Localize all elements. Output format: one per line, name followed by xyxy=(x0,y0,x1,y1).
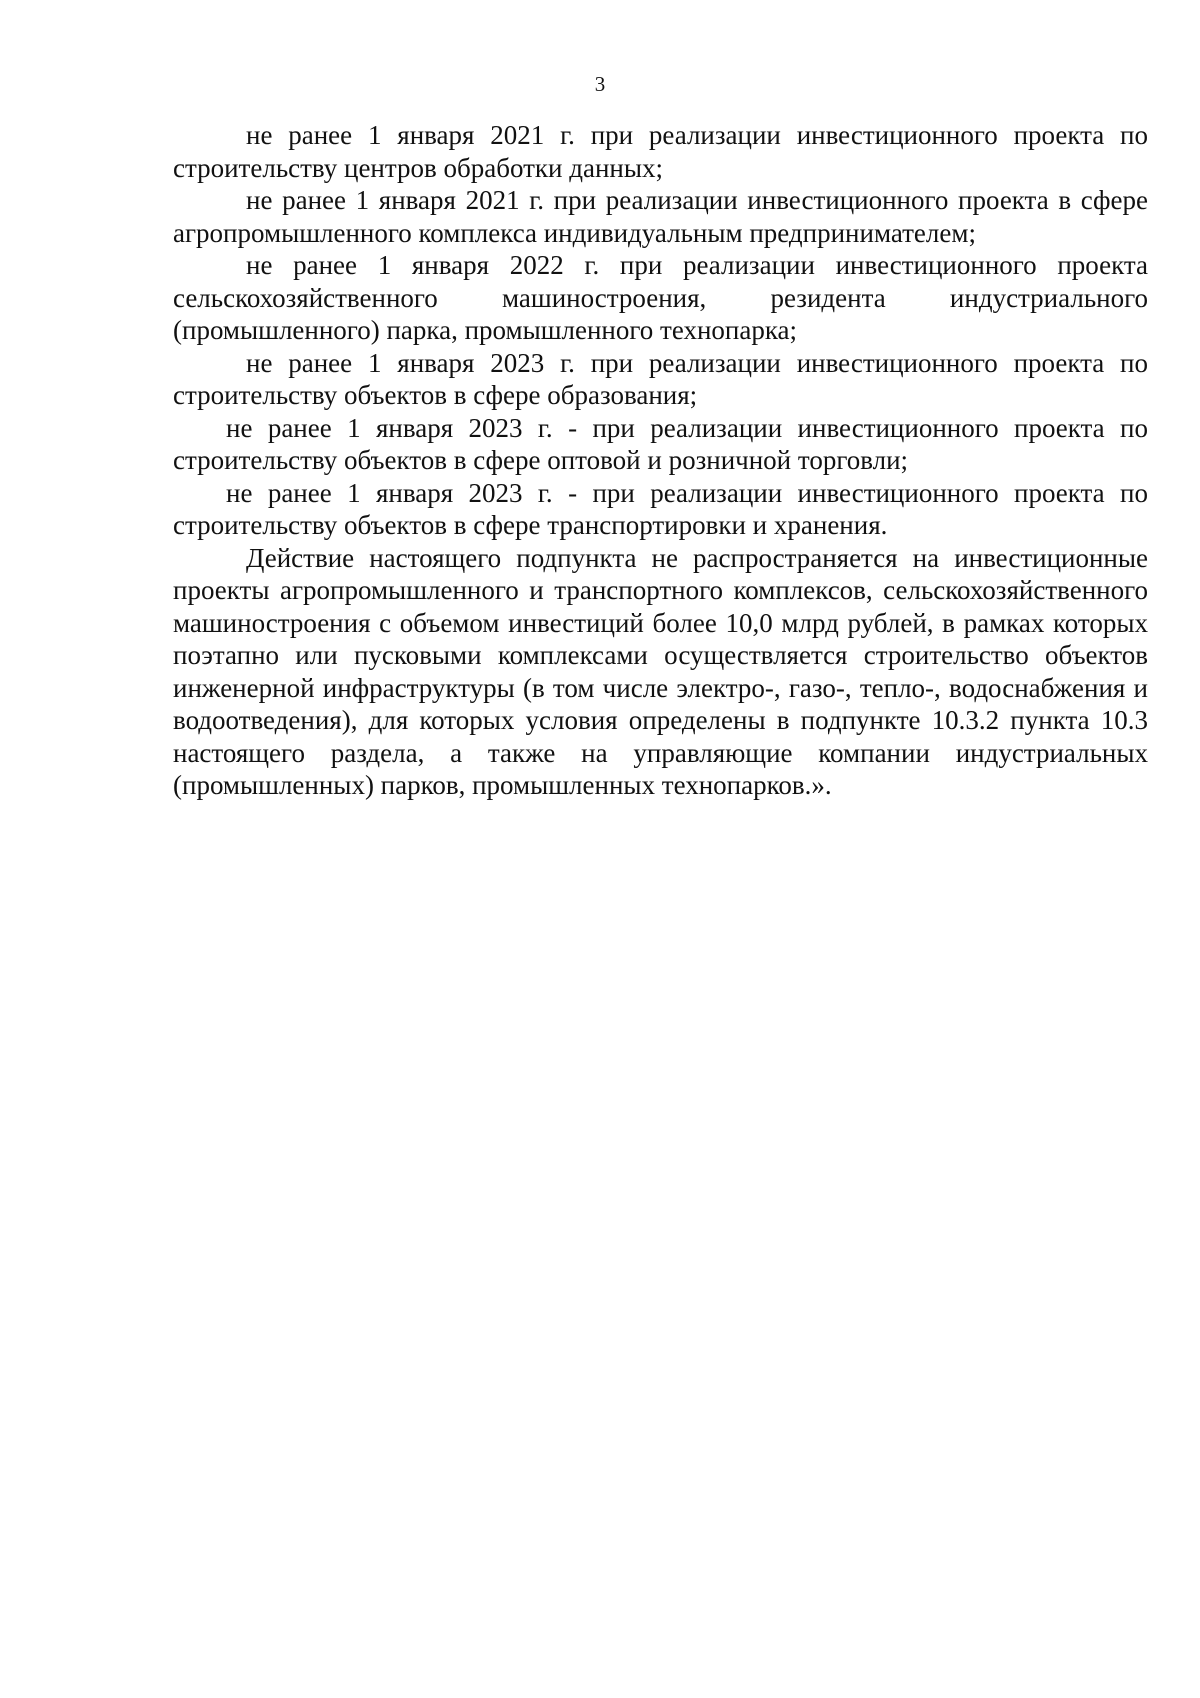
paragraph-data-centers: не ранее 1 января 2021 г. при реализации инвестиционного проекта по строительству центров обработки данных; xyxy=(173,120,1148,183)
paragraph-education: не ранее 1 января 2023 г. при реализации инвестиционного проекта по строительству объектов в сфере образования; xyxy=(173,347,1148,410)
document-body xyxy=(173,119,1148,802)
paragraph-exception: Действие настоящего подпункта не распространяется на инвестиционные проекты агропромышленного и транспортного комплексов, сельскохозяйственного машиностроения с объемом инвестиций более 10,0 млрд рублей, в рамках которых поэтапно или пусковыми комплексами осуществляется строительство объектов инженерной инфраструктуры (в том числе электро-, газо-, тепло-, водоснабжения и водоотведения), для которых условия определены в подпункте 10.3.2 пункта 10.3 настоящего раздела, а также на управляющие компании индустриальных (промышленных) парков, промышленных технопарков.». xyxy=(173,542,1148,800)
paragraph-agro-entrepreneur: не ранее 1 января 2021 г. при реализации инвестиционного проекта в сфере агропромышленного комплекса индивидуальным предпринимателем; xyxy=(173,185,1148,248)
paragraph-trade: не ранее 1 января 2023 г. - при реализации инвестиционного проекта по строительству объектов в сфере оптовой и розничной торговли; xyxy=(173,412,1148,475)
paragraph-agricultural-machinery: не ранее 1 января 2022 г. при реализации инвестиционного проекта сельскохозяйственного машиностроения, резидента индустриального (промышленного) парка, промышленного технопарка; xyxy=(173,250,1148,345)
paragraph-transport-storage: не ранее 1 января 2023 г. - при реализации инвестиционного проекта по строительству объектов в сфере транспортировки и хранения. xyxy=(173,477,1148,540)
page-number: 3 xyxy=(594,72,606,96)
